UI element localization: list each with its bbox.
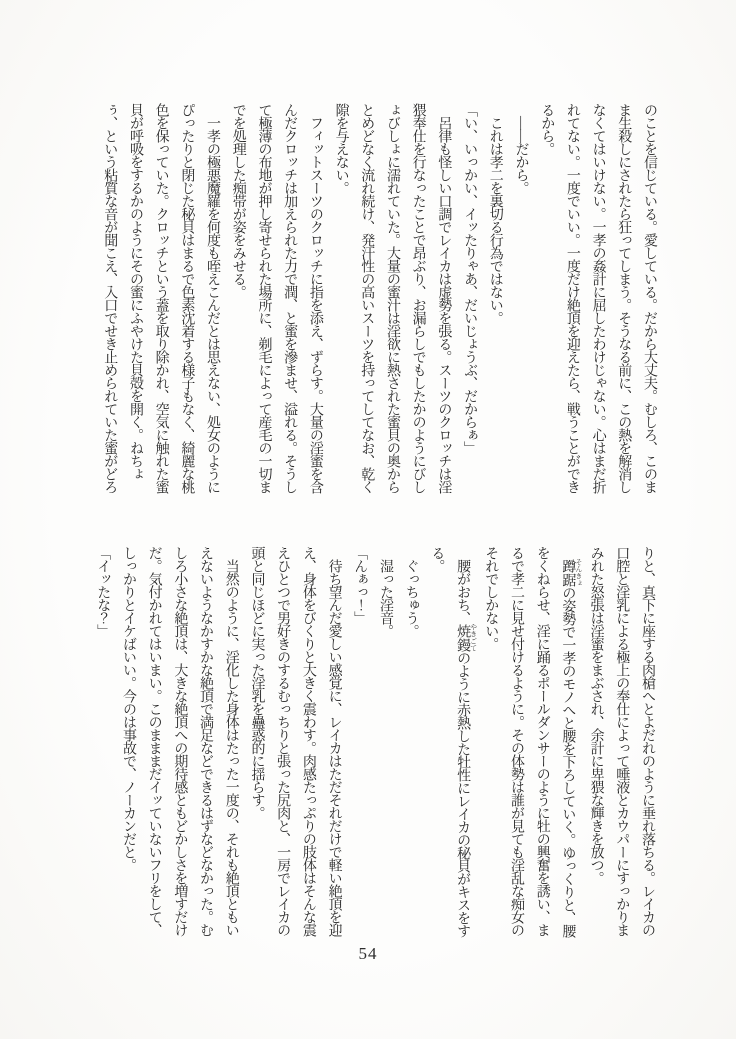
text-line: ぴったりと閉じた秘貝はまるで色素沈着する様子もなく、綺麗な桃 <box>179 103 195 493</box>
text-line: 蹲踞 そんきょの姿勢で一孝のモノへと腰を下ろしていく。ゆっくりと、腰 <box>560 558 583 937</box>
text-line: みれた怒張は淫蜜をまぶされ、余計に卑猥な輝きを放つ。 <box>588 546 604 884</box>
text-block-bottom <box>90 546 660 940</box>
text-line: これは孝二を裏切る行為ではない。 <box>487 103 503 324</box>
text-line: だ。気付かれてはいまい。このまままだイッていないフリをして、 <box>146 546 162 936</box>
text-line: 一孝の極悪魔羅を何度も咥えこんだとは思えない、処女のように <box>205 103 221 493</box>
text-line: なくてはいけない。一孝の姦計に屈したわけじゃない。心はまだ折 <box>590 103 606 493</box>
text-line: えないようなかすかな絶頂で満足などできるはずなどなかった。む <box>198 546 214 936</box>
text-line: でを処理した痴帯が姿をみせる。 <box>230 103 246 298</box>
text-line: 「イッたな？」 <box>95 546 111 637</box>
text-line: ぅ、という粘質な音が聞こえ、入口でせき止められていた蜜がどろ <box>102 103 118 493</box>
text-line: のことを信じている。愛している。だから大丈夫。むしろ、このま <box>642 103 657 493</box>
text-line: るで孝二に見せ付けるように。その体勢は誰が見ても淫乱な痴女の <box>508 546 524 936</box>
text-line: 色を保っていた。クロッチという蓋を取り除かれ、空気に触れた蜜 <box>153 103 169 493</box>
text-line: フィットスーツのクロッチに指を添え、ずらす。大量の淫蜜を含 <box>307 103 323 493</box>
text-line: 「い、いっかい、イッたりゃあ、だいじょうぶ、だからぁ」 <box>462 103 478 454</box>
text-line: しろ小さな絶頂は、大きな絶頂への期待感ともどかしさを増すだけ <box>172 546 188 936</box>
text-block-top <box>97 103 662 507</box>
text-line: ――だから。 <box>513 103 529 194</box>
text-line: しっかりとイケばいい。今のは事故で、ノーカンだと。 <box>120 546 136 871</box>
text-line: をくねらせ、淫に踊るポールダンサーのように牡の興奮を誘い、ま <box>534 546 550 936</box>
text-line: とめどなく流れ続け、発汗性の高いスーツを持ってしてなお、乾く <box>359 103 375 493</box>
text-line: 当然のように、淫化した身体はたった一度の、それも絶頂ともい <box>223 546 239 936</box>
text-line: それでしかない。 <box>483 546 499 650</box>
text-line: 呂律も怪しい口調でレイカは虚勢を張る。スーツのクロッチは淫 <box>436 103 452 493</box>
text-line: 「んぁっ！」 <box>352 546 368 624</box>
text-line: 腰がおち、焼鏝 やきごてのように赤熱した牡性にレイカの秘貝がキスをす <box>455 546 478 937</box>
text-line: る。 <box>429 546 445 572</box>
text-line: 口腔と淫乳による極上の奉仕によって唾液とカウパーにすっかりま <box>614 546 630 936</box>
text-line: 頭と同じほどに実った淫乳を蠱惑的に揺らす。 <box>249 546 265 819</box>
text-line: ぐっちゅう。 <box>403 546 419 637</box>
text-line: んだクロッチは加えられた力で潤、と蜜を滲ませ、溢れる。そうし <box>282 103 298 493</box>
text-line: りと、真下に座する肉槍へとよだれのように垂れ落ちる。レイカの <box>640 546 655 936</box>
text-line: 猥奉仕を行なったことで昂ぶり、お漏らしでもしたかのようにびし <box>410 103 426 493</box>
text-line: 湿った淫音。 <box>377 546 393 637</box>
text-line: るから。 <box>539 103 555 155</box>
text-line: 待ち望んだ愛しい感覚に、レイカはただそれだけで軽い絶頂を迎 <box>326 546 342 936</box>
text-line: えひとつで男好きのするむっちりと張った尻肉と、一房でレイカの <box>275 546 291 936</box>
text-line: 貝が呼吸をするかのようにその蜜にふやけた貝殻を開く。ねちょ <box>127 103 143 480</box>
text-line: れてない。一度でいい。一度だけ絶頂を迎えたら、戦うことができ <box>564 103 580 493</box>
page-number: 54 <box>358 944 378 963</box>
text-line: ま生殺しにされたら狂ってしまう。そうなる前に、この熱を解消し <box>616 103 632 493</box>
text-line: 隙を与えない。 <box>333 103 349 194</box>
text-line: ょびしょに濡れていた。大量の蜜汁は淫欲に熱された蜜貝の奥から <box>384 103 400 493</box>
text-line: え、身体をびくりと大きく震わす。肉感たっぷりの肢体はそんな震 <box>300 546 316 936</box>
text-line: て極薄の布地が押し寄せられた場所に、剃毛によって産毛の一切ま <box>256 103 272 493</box>
